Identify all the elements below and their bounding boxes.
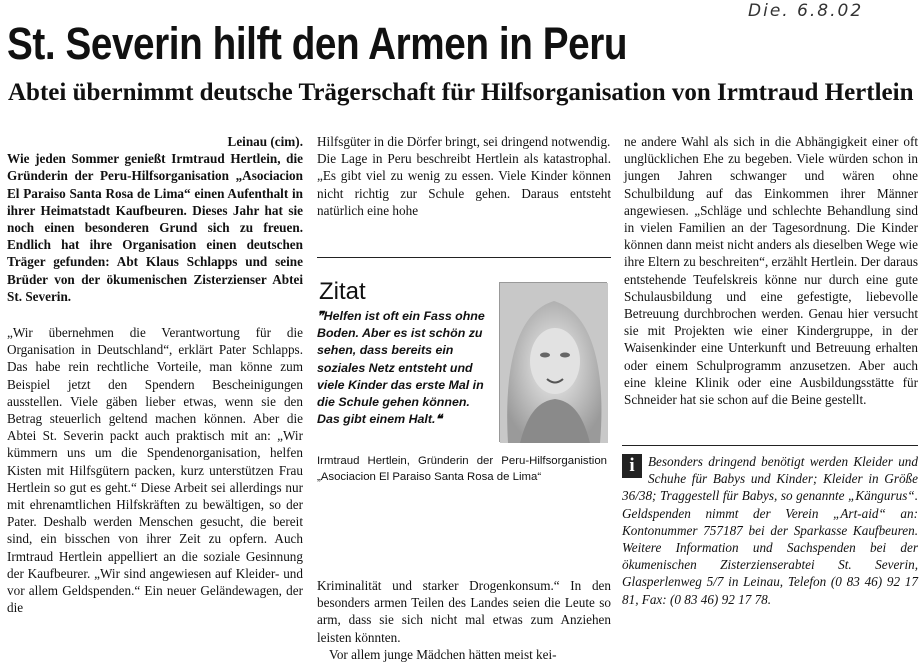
body-paragraph: Hilfsgüter in die Dörfer bringt, sei dringend notwendig.	[317, 134, 611, 149]
article-column-2	[317, 133, 611, 219]
body-paragraph: „Wir übernehmen die Verantwortung für die Organisation in Deutschland“, erklärt Pater Schlapps. Das habe rein rechtliche Vorteile, man könne zum Beispiel jetzt den Spendern Bescheinigungen ausstellen. Viele gäben lieber etwas, wenn sie den Betrag steuerlich geltend machen können. Aber die Abtei St. Severin packt auch praktisch mit an: „Wir kümmern uns um die Spendenorganisation, helfen Kisten mit Hilfsgütern packen, kurz unterstützen Frau Hertlein so gut es geht.“ Diese Arbeit sei allerdings nur mit ehrenamtlichen Hilfskräften zu bewältigen, so der Pater. Deshalb werden Menschen gesucht, die bereit sind, ein bisschen von ihrer Zeit zu opfern. Auch Irmtraud Hertlein appelliert an die soziale Gesinnung der Kaufbeurer. „Wir sind angewiesen auf Kleider- und vor allem Geldspenden.“ Ein neuer Geländewagen, der die	[7, 325, 303, 616]
article-column-3	[624, 133, 918, 408]
info-icon: i	[622, 454, 642, 478]
quote-caption: Irmtraud Hertlein, Gründerin der Peru-Hilfsorganistion „Asociacion El Paraiso Santa Rosa de Lima“	[317, 455, 607, 483]
body-paragraph: Kriminalität und starker Drogenkonsum.“ In den besonders armen Teilen des Landes seien die Leute so arm, dass sie sich nicht mal etwas zum Anziehen leisten könnten.	[317, 578, 611, 645]
subheadline: Abtei übernimmt deutsche Trägerschaft für Hilfsorganisation von Irmtraud Hertlein	[8, 79, 914, 106]
body-paragraph: Vor allem junge Mädchen hätten meist kei-	[329, 646, 557, 662]
info-divider	[622, 445, 918, 446]
body-paragraph: ne andere Wahl als sich in die Abhängigkeit einer oft unglücklichen Ehe zu begeben. Viele würden schon in jungen Jahren schwanger und wären ohne Schulbildung auf das Einkommen ihrer Männer angewiesen. „Schläge und schlechte Behandlung sind in vielen Familien an der Tagesordnung. Die Kinder können dann meist nicht anders als dieselben Wege wie ihre Eltern zu beschreiten“, erzählt Hertlein. Der daraus entstehende Teufelskreis könne nur durch eine gute Schulausbildung und eine gefestigte, liebevolle Betreuung durchbrochen werden. Genau hier versucht sie mit Projekten wie einer Kindergruppe, in der Waisenkinder eine Unterkunft und Betreuung erhalten oder einem Schulprogramm anzusetzen. Aber auch eine kleine Klinik oder eine Ausbildungsstätte für Schneider hat sie schon auf die Beine gestellt.	[624, 134, 919, 408]
dateline: Leinau (cim).	[227, 134, 303, 149]
body-paragraph: Die Lage in Peru beschreibt Hertlein als katastrophal. „Es gibt viel zu wenig zu essen. Viele Kinder können nicht richtig zur Schule gehen. Daraus entsteht natürlich eine hohe	[317, 151, 611, 218]
portrait-image	[500, 283, 608, 443]
article-column-2-continued	[317, 577, 611, 663]
quote-divider	[317, 257, 611, 258]
article-column-1	[7, 133, 303, 616]
info-box	[622, 453, 918, 608]
info-text: Besonders dringend benötigt werden Kleider und Schuhe für Babys und Kinder; Kleider in Größe 36/38; Traggestell für Babys, so genannte „Kängurus“. Geldspenden nimmt der Verein „Art-aid“ an: Kontonummer 757187 bei der Sparkasse Kaufbeuren. Weitere Information und Sachspenden bei der ökumenischen Zisterzienserabtei St. Severin, Glasperlenweg 5/7 in Leinau, Telefon (0 83 46) 92 17 81, Fax: (0 83 46) 92 17 78.	[622, 454, 918, 607]
lead-paragraph: Wie jeden Sommer genießt Irmtraud Hertlein, die Gründerin der Peru-Hilfsorganisation „Asociacion El Paraiso Santa Rosa de Lima“ einen Aufenthalt in ihrer Heimatstadt Kaufbeuren. Dieses Jahr hat sie noch einen besonderen Grund sich zu freuen. Endlich hat ihre Organisation einen deutschen Träger gefunden: Abt Klaus Schlapps und seine Brüder von der ökumenischen Zisterzienser Abtei St. Severin.	[7, 151, 303, 304]
headline: St. Severin hilft den Armen in Peru	[7, 18, 628, 69]
quote-text: ❞Helfen ist oft ein Fass ohne Boden. Aber es ist schön zu sehen, dass bereits ein soziales Netz entsteht und viele Kinder das erste Mal in die Schule gehen können. Das gibt einem Halt.❝	[317, 309, 485, 427]
handwritten-date-note: Die. 6.8.02	[748, 1, 864, 21]
quote-title: Zitat	[319, 278, 366, 305]
portrait-photo	[499, 282, 607, 442]
